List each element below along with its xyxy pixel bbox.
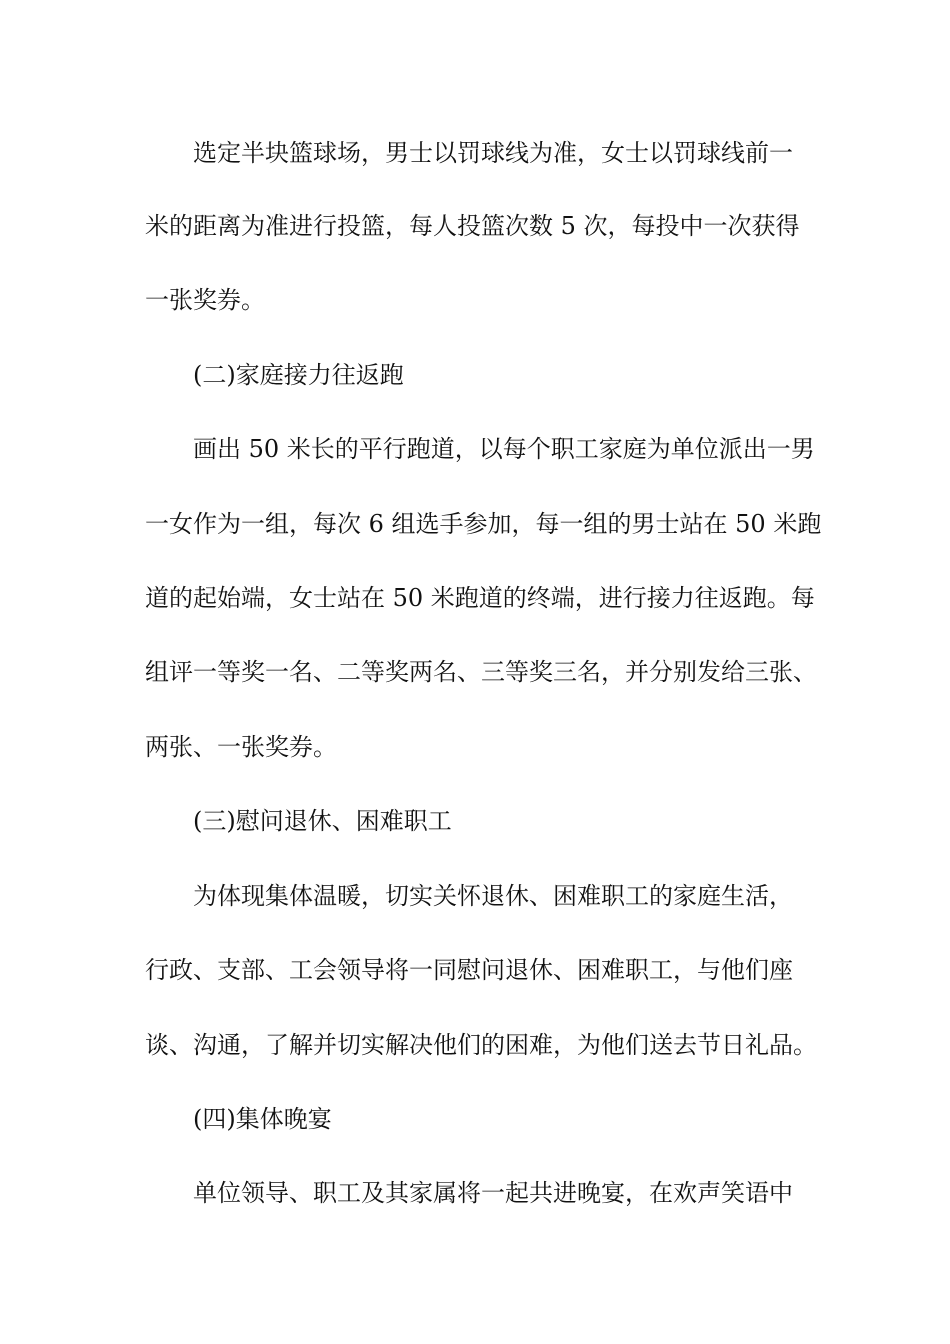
paragraph-line: 画出 50 米长的平行跑道，以每个职工家庭为单位派出一男 xyxy=(193,435,815,463)
paragraph-line: 为体现集体温暖，切实关怀退休、困难职工的家庭生活， xyxy=(193,882,793,910)
paragraph-line: 一女作为一组，每次 6 组选手参加，每一组的男士站在 50 米跑 xyxy=(145,510,822,538)
paragraph-line: 组评一等奖一名、二等奖两名、三等奖三名，并分别发给三张、 xyxy=(145,658,817,686)
paragraph-line: 道的起始端，女士站在 50 米跑道的终端，进行接力往返跑。每 xyxy=(145,584,815,612)
paragraph-line: 行政、支部、工会领导将一同慰问退休、困难职工，与他们座 xyxy=(145,956,793,984)
paragraph-line: 米的距离为准进行投篮，每人投篮次数 5 次，每投中一次获得 xyxy=(145,212,800,240)
paragraph-line: 谈、沟通，了解并切实解决他们的困难，为他们送去节日礼品。 xyxy=(145,1031,817,1059)
section-heading: (三)慰问退休、困难职工 xyxy=(193,807,452,835)
paragraph-line: 单位领导、职工及其家属将一起共进晚宴，在欢声笑语中 xyxy=(193,1179,793,1207)
section-heading: (二)家庭接力往返跑 xyxy=(193,361,404,389)
paragraph-line: 两张、一张奖券。 xyxy=(145,733,337,761)
paragraph-line: 一张奖券。 xyxy=(145,286,265,314)
paragraph-line: 选定半块篮球场，男士以罚球线为准，女士以罚球线前一 xyxy=(193,139,793,167)
section-heading: (四)集体晚宴 xyxy=(193,1105,332,1133)
